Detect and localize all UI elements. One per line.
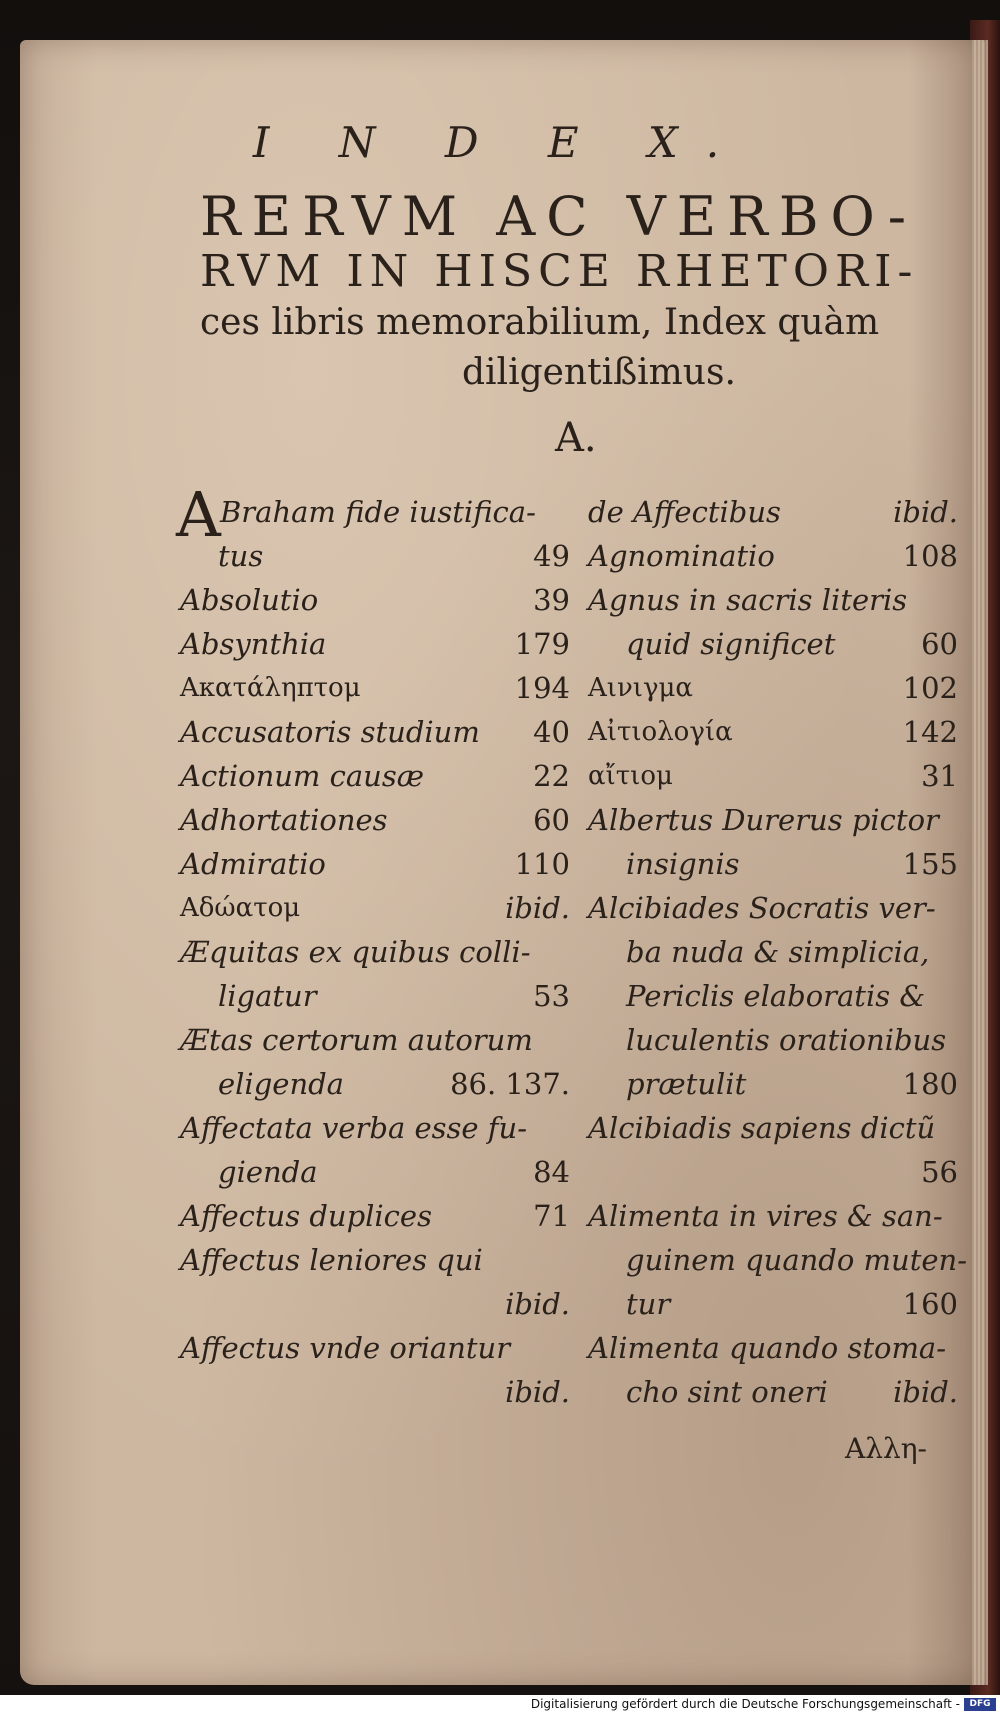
index-entry xyxy=(180,710,570,754)
index-term: Agnominatio xyxy=(588,539,775,573)
index-entry xyxy=(180,1150,570,1194)
page-reference: 84 xyxy=(533,1155,570,1189)
index-entry xyxy=(588,578,958,622)
index-term: Alcibiadis sapiens dictũ xyxy=(588,1111,936,1145)
index-entry xyxy=(180,930,570,974)
page-reference: 110 xyxy=(514,847,570,881)
index-entry xyxy=(588,754,958,798)
index-term: Agnus in sacris literis xyxy=(588,583,908,617)
index-entry xyxy=(588,1194,958,1238)
index-entry xyxy=(588,1062,958,1106)
index-entry xyxy=(180,1282,570,1326)
index-entry xyxy=(180,798,570,842)
page-reference: ibid. xyxy=(893,1375,958,1409)
page-reference: 180 xyxy=(902,1067,958,1101)
index-term: Actionum causæ xyxy=(180,759,424,793)
index-entry xyxy=(180,842,570,886)
index-entry xyxy=(180,1062,570,1106)
index-term: Albertus Durerus pictor xyxy=(588,803,939,837)
index-term: αἴτιομ xyxy=(588,761,673,791)
index-term: Absolutio xyxy=(180,583,319,617)
index-term: Alimenta quando stoma- xyxy=(588,1331,947,1365)
index-entry xyxy=(180,666,570,710)
index-term: insignis xyxy=(626,847,740,881)
page-reference: ibid. xyxy=(505,891,570,925)
index-entry xyxy=(180,1326,570,1370)
index-term: Ακατάληπτομ xyxy=(180,673,361,703)
index-entry xyxy=(588,1106,958,1150)
index-entry xyxy=(180,534,570,578)
index-term: Ætas certorum autorum xyxy=(180,1023,533,1057)
index-term: de Affectibus xyxy=(588,495,781,529)
index-entry xyxy=(588,798,958,842)
index-entry xyxy=(588,1018,958,1062)
page-reference: 60 xyxy=(921,627,958,661)
index-term: Alimenta in vires & san- xyxy=(588,1199,943,1233)
index-term: Affectus vnde oriantur xyxy=(180,1331,511,1365)
title-line-2: RVM IN HISCE RHETORI- xyxy=(200,246,919,297)
index-term: quid significet xyxy=(626,627,836,661)
index-term: Absynthia xyxy=(180,627,327,661)
index-entry xyxy=(588,1370,958,1414)
catchword: Αλλη- xyxy=(845,1432,927,1465)
dfg-logo: DFG xyxy=(964,1698,996,1711)
index-entry xyxy=(180,754,570,798)
footer-text: Digitalisierung gefördert durch die Deutsche Forschungsgemeinschaft - xyxy=(530,1697,960,1711)
subtitle-line-2: diligentißimus. xyxy=(462,352,736,393)
drop-capital: A xyxy=(176,478,221,551)
running-header: I N D E X. xyxy=(252,118,748,167)
index-entry xyxy=(588,710,958,754)
page-reference: 71 xyxy=(533,1199,570,1233)
index-term: tur xyxy=(626,1287,671,1321)
subtitle-line-1: ces libris memorabilium, Index quàm xyxy=(200,302,880,343)
index-entry xyxy=(180,622,570,666)
page-reference: 155 xyxy=(902,847,958,881)
index-term: Αινιγμα xyxy=(588,673,693,703)
index-entry xyxy=(588,1150,958,1194)
index-entry xyxy=(176,478,570,551)
index-term: Braham fide iustifica- xyxy=(220,495,536,529)
index-entry xyxy=(588,930,958,974)
index-term: Αἰτιολογία xyxy=(588,717,733,747)
index-term: Adhortationes xyxy=(180,803,388,837)
page-reference: 60 xyxy=(533,803,570,837)
index-entry xyxy=(588,886,958,930)
index-term: Alcibiades Socratis ver- xyxy=(588,891,936,925)
page-reference: 22 xyxy=(533,759,570,793)
index-term: tus xyxy=(218,539,264,573)
page-reference: 108 xyxy=(902,539,958,573)
index-entry xyxy=(588,490,958,534)
index-entry xyxy=(588,1238,967,1282)
index-term: luculentis orationibus xyxy=(626,1023,947,1057)
page-reference: 49 xyxy=(533,539,570,573)
index-term: cho sint oneri xyxy=(626,1375,828,1409)
page-reference: 40 xyxy=(533,715,570,749)
digitization-footer xyxy=(0,1695,1000,1715)
index-term: Æquitas ex quibus colli- xyxy=(180,935,531,969)
page-reference: ibid. xyxy=(505,1375,570,1409)
index-entry xyxy=(180,886,570,930)
page-reference: ibid. xyxy=(893,495,958,529)
index-column-left xyxy=(176,478,570,1414)
index-term: Periclis elaboratis & xyxy=(626,979,926,1013)
index-entry xyxy=(588,534,958,578)
index-term: eligenda xyxy=(218,1067,344,1101)
index-term: Affectus leniores qui xyxy=(180,1243,483,1277)
index-entry xyxy=(588,974,958,1018)
index-entry xyxy=(180,578,570,622)
page-fore-edge xyxy=(972,40,988,1685)
index-entry xyxy=(588,842,958,886)
index-entry xyxy=(588,1326,958,1370)
index-column-right xyxy=(588,490,967,1414)
index-term: ligatur xyxy=(218,979,317,1013)
index-entry xyxy=(180,1194,570,1238)
page-reference: 160 xyxy=(902,1287,958,1321)
index-term: guinem quando muten- xyxy=(626,1243,967,1277)
index-entry xyxy=(588,666,958,710)
index-entry xyxy=(180,1238,570,1282)
index-entry xyxy=(588,1282,958,1326)
index-term: Admiratio xyxy=(180,847,326,881)
index-term: Αδώατομ xyxy=(180,893,301,923)
section-letter: A. xyxy=(555,415,597,461)
page-reference: 56 xyxy=(921,1155,958,1189)
index-term: Affectus duplices xyxy=(180,1199,432,1233)
index-entry xyxy=(180,1370,570,1414)
index-entry xyxy=(180,1106,570,1150)
page-reference: ibid. xyxy=(505,1287,570,1321)
page-reference: 142 xyxy=(902,715,958,749)
page-reference: 53 xyxy=(533,979,570,1013)
index-term: ba nuda & simplicia, xyxy=(626,935,930,969)
page-reference: 194 xyxy=(514,671,570,705)
index-term: prætulit xyxy=(626,1067,747,1101)
page-reference: 39 xyxy=(533,583,570,617)
index-entry xyxy=(588,622,958,666)
page-reference: 86. 137. xyxy=(450,1067,570,1101)
index-term: Affectata verba esse fu- xyxy=(180,1111,527,1145)
index-entry xyxy=(180,974,570,1018)
page-reference: 31 xyxy=(921,759,958,793)
index-term: gienda xyxy=(218,1155,318,1189)
page-reference: 102 xyxy=(902,671,958,705)
page-reference: 179 xyxy=(514,627,570,661)
index-term: Accusatoris studium xyxy=(180,715,480,749)
index-entry xyxy=(180,1018,570,1062)
title-line-1: RERVM AC VERBO- xyxy=(200,185,917,248)
